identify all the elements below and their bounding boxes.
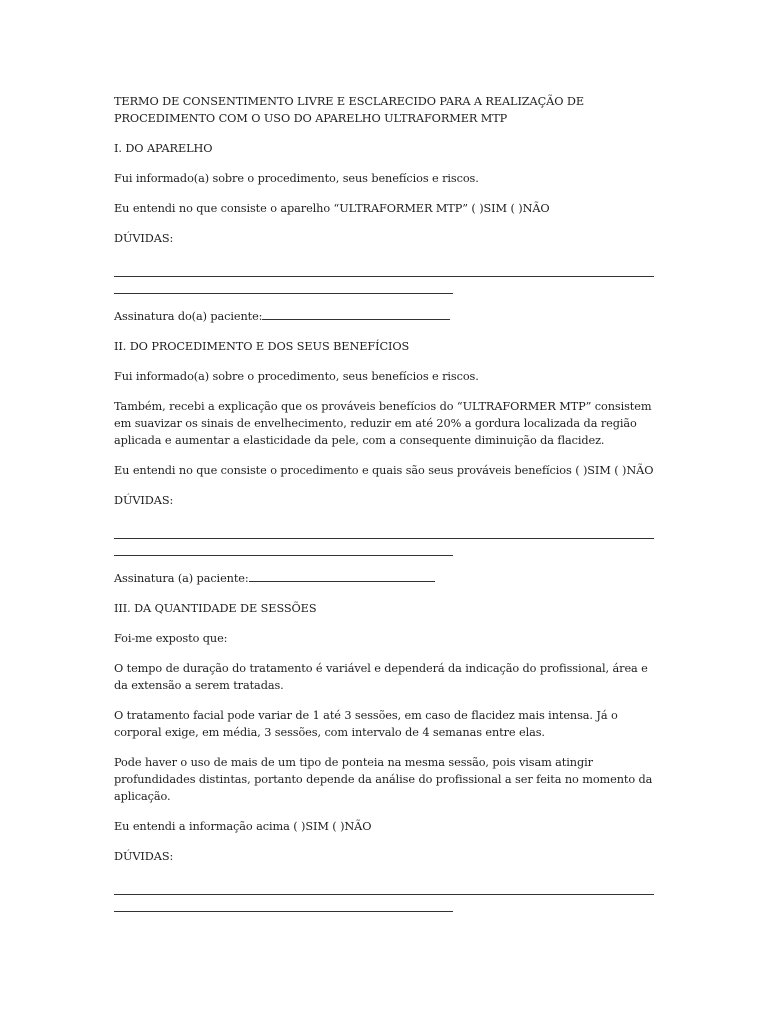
signature-label: Assinatura do(a) paciente: xyxy=(114,310,263,323)
paragraph-tips: Pode haver o uso de mais de um tipo de ponteia na mesma sessão, pois visam atingir profundidades distintas, portanto depende da análise do profissional a ser feita no momento da aplicação. xyxy=(114,756,653,803)
doubts-label: DÚVIDAS: xyxy=(114,232,174,245)
signature-row xyxy=(114,307,656,325)
paragraph-informed: Fui informado(a) sobre o procedimento, seus benefícios e riscos. xyxy=(114,370,479,383)
signature-line[interactable] xyxy=(262,307,450,320)
document-title: TERMO DE CONSENTIMENTO LIVRE E ESCLARECIDO PARA A REALIZAÇÃO DE PROCEDIMENTO COM O USO DO APARELHO ULTRAFORMER MTP xyxy=(114,95,584,125)
doubts-label: DÚVIDAS: xyxy=(114,850,174,863)
consent-form xyxy=(114,93,656,925)
answer-line[interactable] xyxy=(114,878,654,895)
doubts-answer-lines[interactable] xyxy=(114,256,656,294)
doubts-answer-lines[interactable] xyxy=(114,518,656,556)
signature-label: Assinatura (a) paciente: xyxy=(114,572,249,585)
doubts-answer-lines[interactable] xyxy=(114,874,656,912)
signature-row xyxy=(114,569,656,587)
answer-line[interactable] xyxy=(114,539,453,556)
section-heading-procedimento: II. DO PROCEDIMENTO E DOS SEUS BENEFÍCIOS xyxy=(114,340,410,353)
paragraph-informed: Fui informado(a) sobre o procedimento, seus benefícios e riscos. xyxy=(114,172,479,185)
answer-line[interactable] xyxy=(114,895,453,912)
answer-line[interactable] xyxy=(114,260,654,277)
answer-line[interactable] xyxy=(114,277,453,294)
paragraph-understood-device: Eu entendi no que consiste o aparelho “ULTRAFORMER MTP” ( )SIM ( )NÃO xyxy=(114,202,550,215)
paragraph-understood-procedure: Eu entendi no que consiste o procedimento e quais são seus prováveis benefícios ( )SIM ( )NÃO xyxy=(114,464,654,477)
paragraph-understood-info: Eu entendi a informação acima ( )SIM ( )NÃO xyxy=(114,820,372,833)
paragraph-exposed: Foi-me exposto que: xyxy=(114,632,228,645)
paragraph-sessions: O tratamento facial pode variar de 1 até 3 sessões, em caso de flacidez mais intensa. Já o corporal exige, em média, 3 sessões, com intervalo de 4 semanas entre elas. xyxy=(114,709,618,739)
doubts-label: DÚVIDAS: xyxy=(114,494,174,507)
paragraph-duration: O tempo de duração do tratamento é variável e dependerá da indicação do profissional, área e da extensão a serem tratadas. xyxy=(114,662,648,692)
section-heading-sessoes: III. DA QUANTIDADE DE SESSÕES xyxy=(114,602,317,615)
signature-line[interactable] xyxy=(249,569,435,582)
section-heading-aparelho: I. DO APARELHO xyxy=(114,142,213,155)
answer-line[interactable] xyxy=(114,522,654,539)
paragraph-benefits: Também, recebi a explicação que os prováveis benefícios do “ULTRAFORMER MTP” consistem em suavizar os sinais de envelhecimento, reduzir em até 20% a gordura localizada da região aplicada e aumentar a elasticidade da pele, com a consequente diminuição da flacidez. xyxy=(114,400,652,447)
